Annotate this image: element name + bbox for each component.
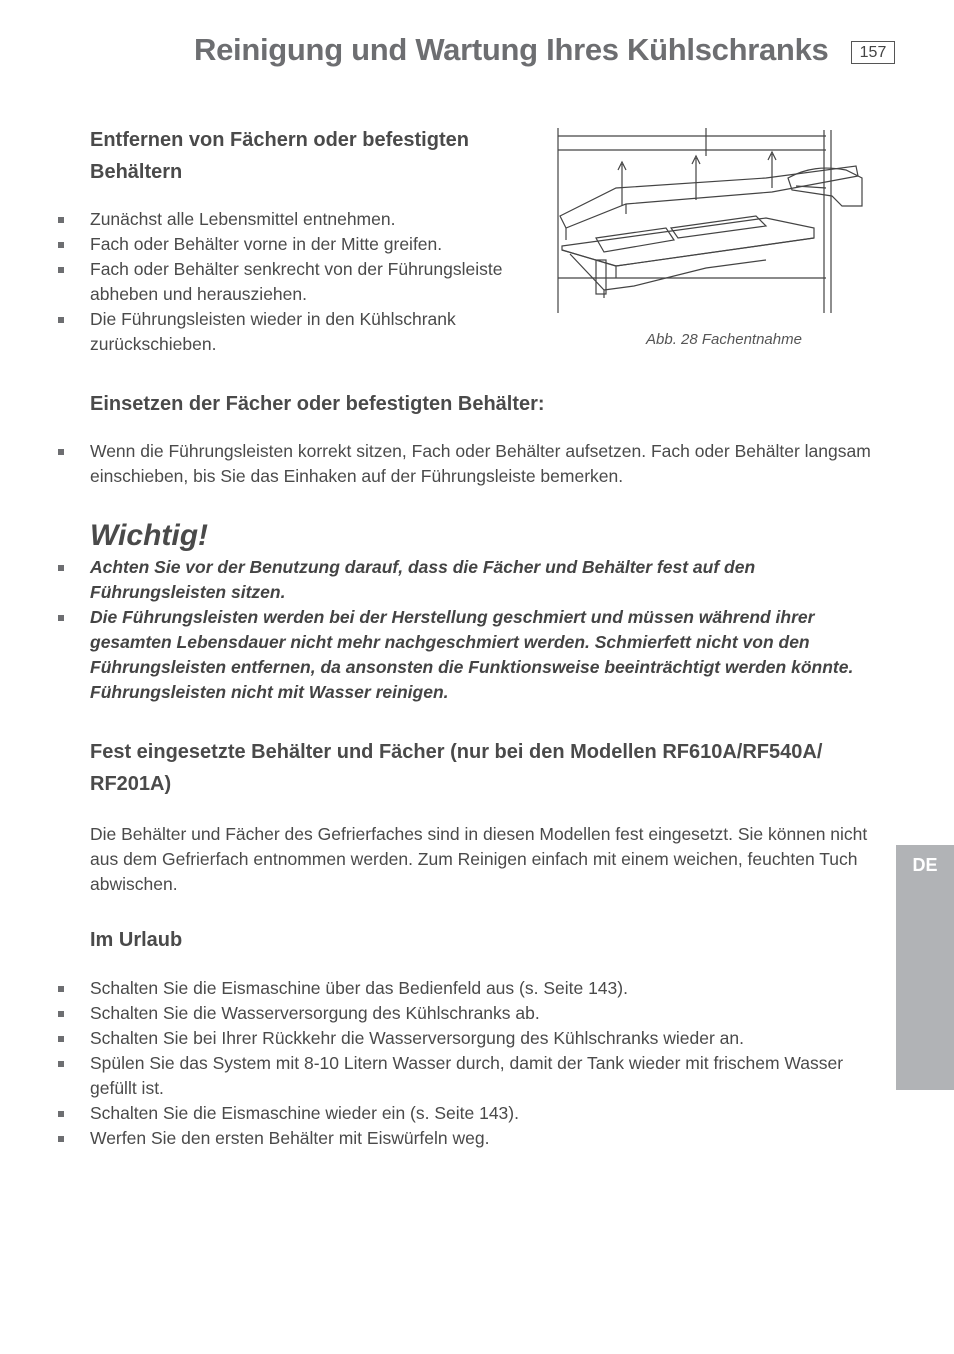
heading-line: RF201A) bbox=[90, 773, 172, 795]
section-heading-insert-shelves: Einsetzen der Fächer oder befestigten Behälter: bbox=[90, 393, 545, 415]
list-item: Fach oder Behälter senkrecht von der Führungsleiste abheben und herausziehen. bbox=[0, 257, 530, 307]
language-tab-label: DE bbox=[912, 855, 938, 875]
important-title: Wichtig! bbox=[90, 519, 209, 552]
heading-line: Entfernen von Fächern oder befestigten bbox=[90, 129, 469, 151]
vacation-steps-list bbox=[0, 976, 880, 1151]
bullet-icon bbox=[58, 565, 64, 571]
list-item: Wenn die Führungsleisten korrekt sitzen, Fach oder Behälter aufsetzen. Fach oder Behälter langsam einschieben, bis Sie das Einhaken auf der Führungsleiste bemerken. bbox=[0, 439, 880, 489]
bullet-icon bbox=[58, 242, 64, 248]
bullet-icon bbox=[58, 1111, 64, 1117]
list-item: Schalten Sie die Wasserversorgung des Kühlschranks ab. bbox=[0, 1001, 880, 1026]
heading-line: Behältern bbox=[90, 161, 183, 183]
list-item: Die Führungsleisten wieder in den Kühlschrank zurückschieben. bbox=[0, 307, 530, 357]
fixed-bins-paragraph: Die Behälter und Fächer des Gefrierfaches sind in diesen Modellen fest eingesetzt. Sie können nicht aus dem Gefrierfach entnommen werden. Zum Reinigen einfach mit einem weichen, feuchten Tuch abwischen. bbox=[90, 824, 868, 894]
bullet-icon bbox=[58, 217, 64, 223]
bullet-icon bbox=[58, 1061, 64, 1067]
page-number: 157 bbox=[851, 41, 895, 64]
list-item: Schalten Sie die Eismaschine über das Bedienfeld aus (s. Seite 143). bbox=[0, 976, 880, 1001]
bullet-icon bbox=[58, 986, 64, 992]
list-item: Werfen Sie den ersten Behälter mit Eiswürfeln weg. bbox=[0, 1126, 880, 1151]
list-item: Fach oder Behälter vorne in der Mitte greifen. bbox=[0, 232, 530, 257]
section-heading-vacation: Im Urlaub bbox=[90, 929, 183, 951]
insert-steps-list bbox=[0, 439, 880, 489]
shelf-removal-illustration bbox=[556, 128, 866, 316]
bullet-icon bbox=[58, 1136, 64, 1142]
section-heading-remove-shelves bbox=[90, 124, 469, 188]
bullet-icon bbox=[58, 317, 64, 323]
bullet-icon bbox=[58, 1011, 64, 1017]
bullet-icon bbox=[58, 449, 64, 455]
remove-steps-list bbox=[0, 207, 530, 357]
list-item: Spülen Sie das System mit 8-10 Litern Wasser durch, damit der Tank wieder mit frischem Wasser gefüllt ist. bbox=[0, 1051, 880, 1101]
list-item: Achten Sie vor der Benutzung darauf, dass die Fächer und Behälter fest auf den Führungsleisten sitzen. bbox=[0, 555, 880, 605]
list-item: Schalten Sie die Eismaschine wieder ein (s. Seite 143). bbox=[0, 1101, 880, 1126]
list-item: Schalten Sie bei Ihrer Rückkehr die Wasserversorgung des Kühlschranks wieder an. bbox=[0, 1026, 880, 1051]
bullet-icon bbox=[58, 1036, 64, 1042]
important-list bbox=[0, 555, 880, 705]
heading-line: Fest eingesetzte Behälter und Fächer (nur bei den Modellen RF610A/RF540A/ bbox=[90, 741, 823, 763]
bullet-icon bbox=[58, 615, 64, 621]
language-tab bbox=[896, 845, 954, 1090]
page-title: Reinigung und Wartung Ihres Kühlschranks bbox=[194, 32, 829, 67]
list-item: Die Führungsleisten werden bei der Herstellung geschmiert und müssen während ihrer gesamten Lebensdauer nicht mehr nachgeschmiert werden. Schmierfett nicht von den Führungsleisten entfernen, da ansonsten die Funktionsweise beeinträchtigt werden könnte. Führungsleisten nicht mit Wasser reinigen. bbox=[0, 605, 880, 705]
section-heading-fixed-bins bbox=[90, 736, 822, 800]
list-item: Zunächst alle Lebensmittel entnehmen. bbox=[0, 207, 530, 232]
figure-caption: Abb. 28 Fachentnahme bbox=[646, 331, 802, 348]
bullet-icon bbox=[58, 267, 64, 273]
